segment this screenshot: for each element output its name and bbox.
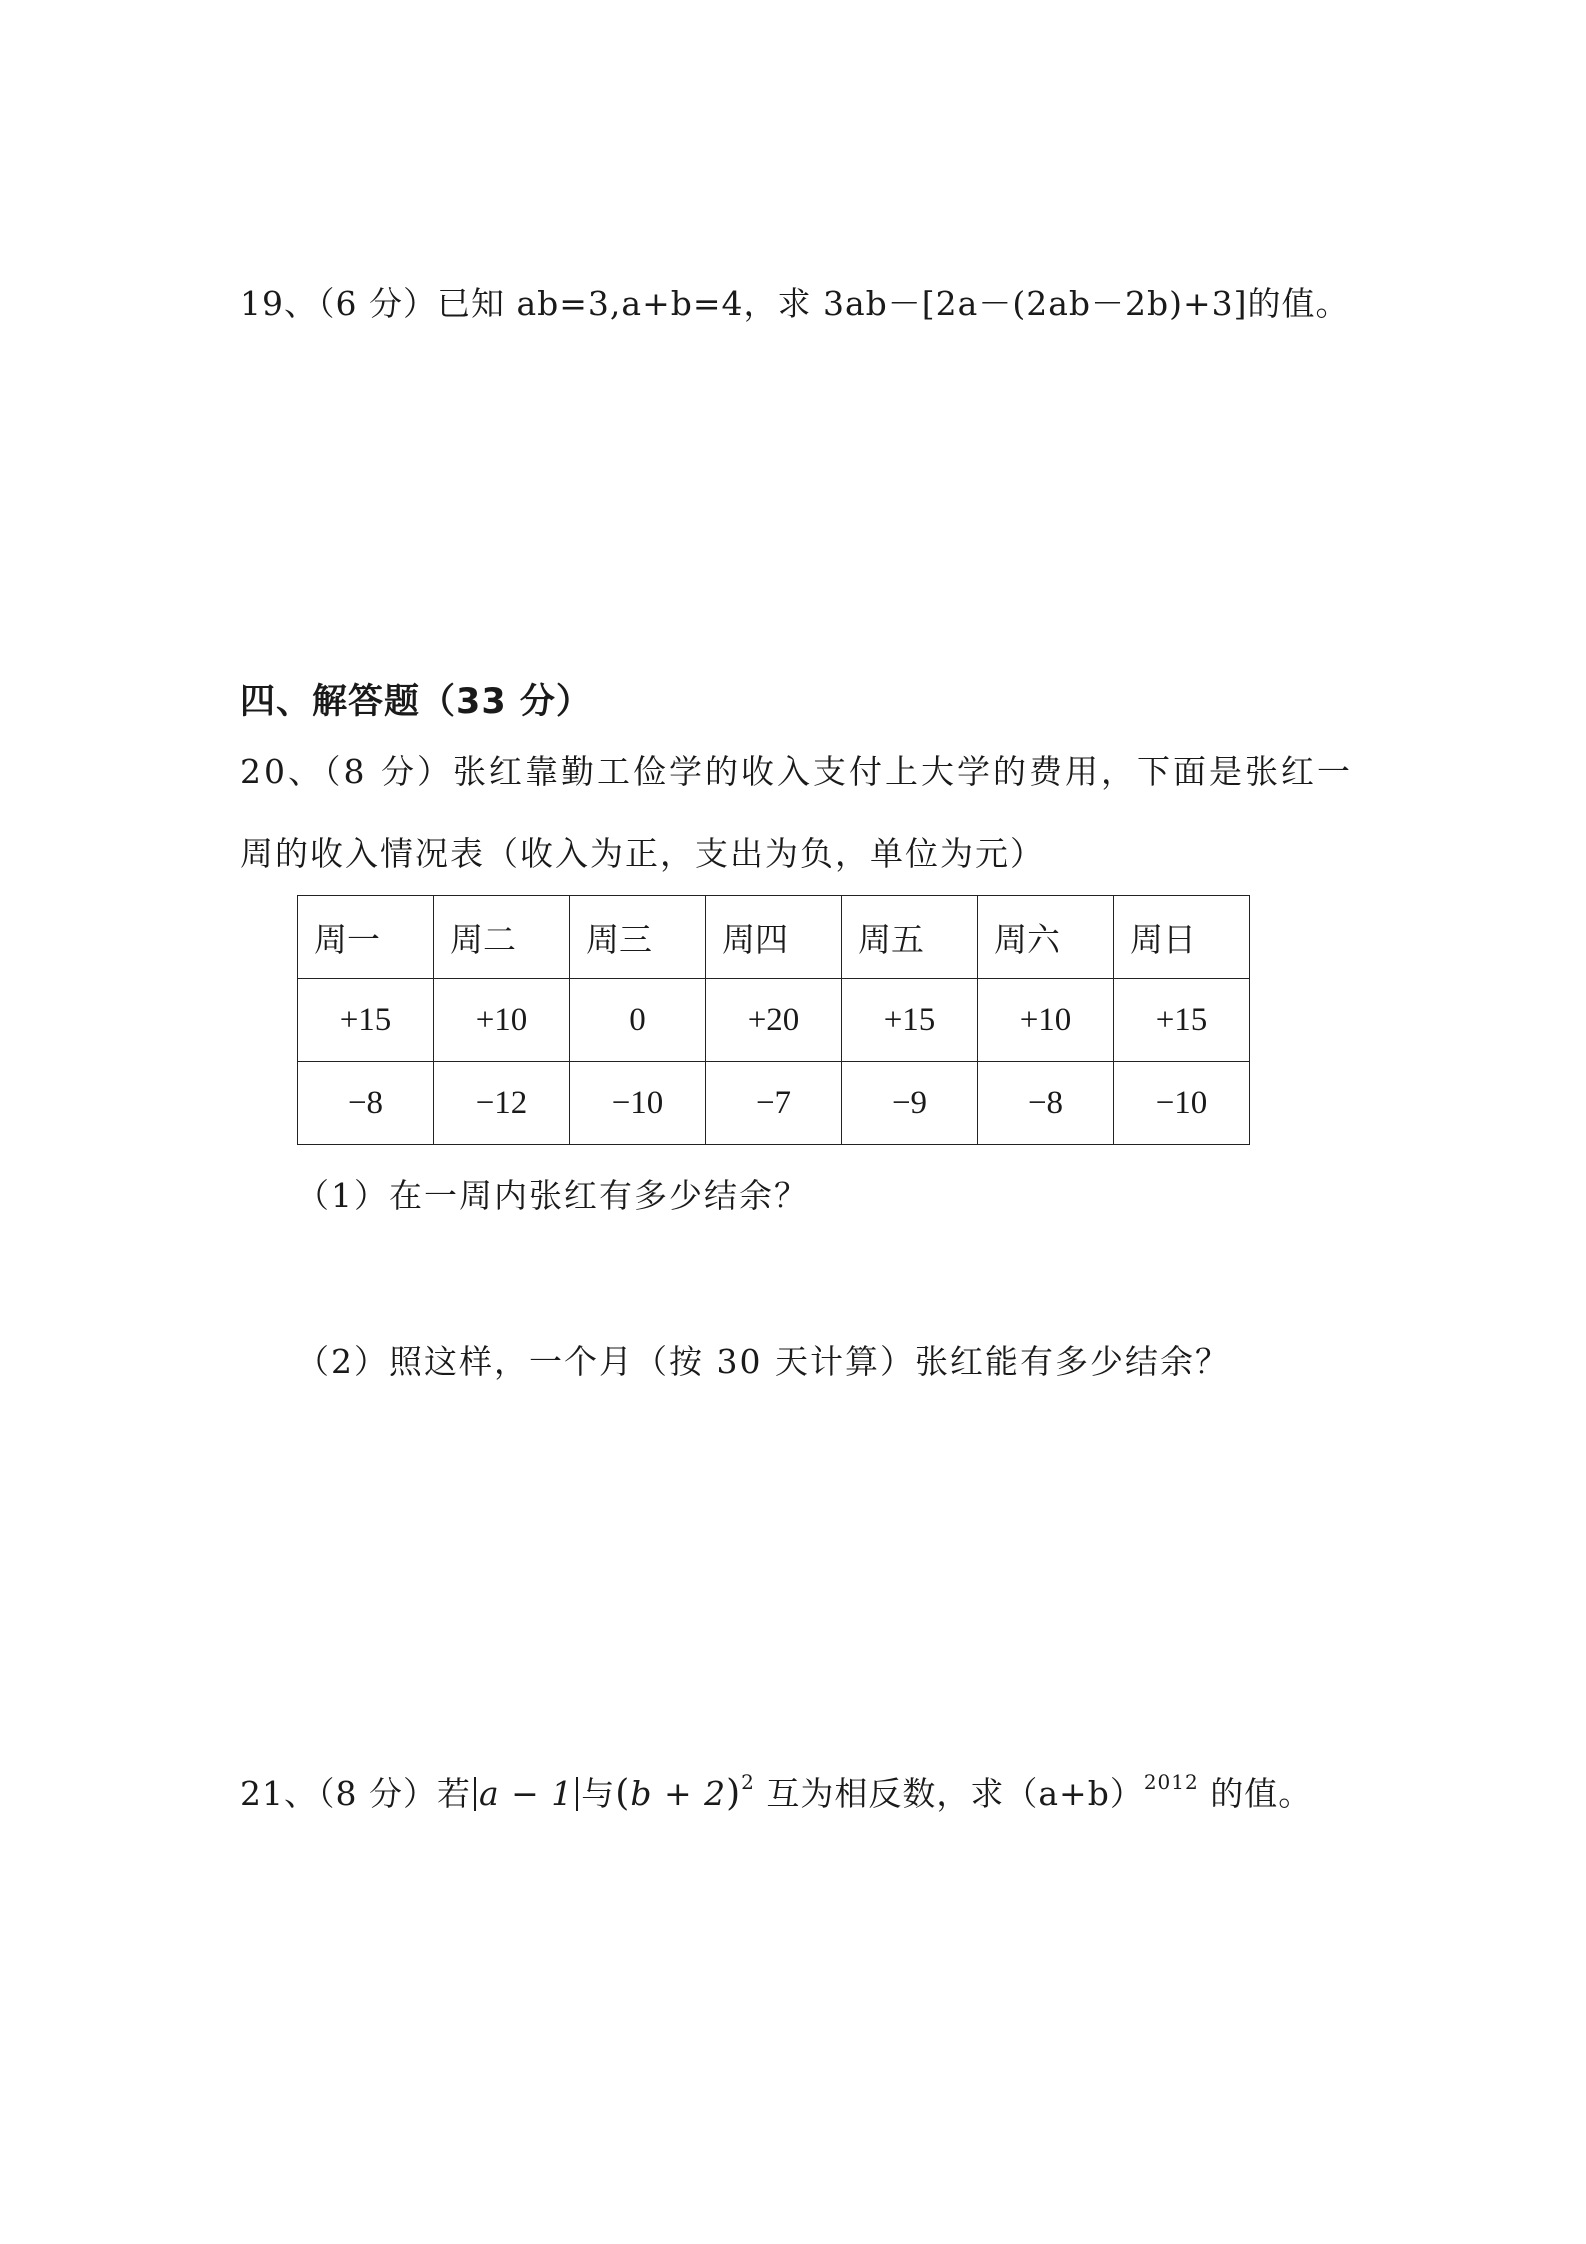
question-20-part-2: （2）照这样，一个月（按 30 天计算）张红能有多少结余？ — [296, 1342, 1230, 1381]
table-header-row — [298, 896, 1250, 979]
abs-bar-right — [576, 1777, 578, 1811]
income-cell-mon: +15 — [298, 979, 434, 1062]
expense-cell-thu: −7 — [706, 1062, 842, 1145]
expense-cell-wed: −10 — [570, 1062, 706, 1145]
question-20-part-1: （1）在一周内张红有多少结余？ — [296, 1176, 809, 1215]
question-19: 19、（6 分）已知 ab=3,a+b=4，求 3ab－[2a－(2ab－2b)+3]的值。 — [240, 284, 1350, 323]
income-cell-thu: +20 — [706, 979, 842, 1062]
question-20-line-2: 周的收入情况表（收入为正，支出为负，单位为元） — [240, 834, 1045, 873]
q21-abs-expression: a − 1 — [478, 1774, 574, 1813]
expense-cell-mon: −8 — [298, 1062, 434, 1145]
question-21 — [240, 1772, 1312, 1816]
q21-suffix: 的值。 — [1210, 1774, 1313, 1813]
paren-close: ) — [726, 1773, 742, 1814]
header-cell-wed: 周三 — [570, 896, 706, 979]
header-cell-sun: 周日 — [1114, 896, 1250, 979]
header-cell-fri: 周五 — [842, 896, 978, 979]
q21-square-expression: b + 2 — [630, 1774, 727, 1813]
weekly-income-table — [297, 895, 1250, 1145]
expense-cell-sat: −8 — [978, 1062, 1114, 1145]
abs-bar-left — [474, 1777, 476, 1811]
q21-square-exponent: 2 — [741, 1770, 755, 1794]
expense-cell-tue: −12 — [434, 1062, 570, 1145]
q21-middle: 与 — [581, 1774, 616, 1813]
q21-after: 互为相反数，求（a+b） — [766, 1774, 1144, 1813]
header-cell-sat: 周六 — [978, 896, 1114, 979]
table-row-income — [298, 979, 1250, 1062]
header-cell-tue: 周二 — [434, 896, 570, 979]
q21-prefix: 21、（8 分）若 — [240, 1774, 471, 1813]
header-cell-mon: 周一 — [298, 896, 434, 979]
income-cell-wed: 0 — [570, 979, 706, 1062]
table-row-expense — [298, 1062, 1250, 1145]
income-cell-fri: +15 — [842, 979, 978, 1062]
q21-power-exponent: 2012 — [1143, 1770, 1199, 1794]
section-title-answer-questions: 四、解答题（33 分） — [240, 682, 592, 722]
expense-cell-sun: −10 — [1114, 1062, 1250, 1145]
income-cell-sat: +10 — [978, 979, 1114, 1062]
question-20-line-1: 20、（8 分）张红靠勤工俭学的收入支付上大学的费用，下面是张红一 — [240, 752, 1353, 791]
expense-cell-fri: −9 — [842, 1062, 978, 1145]
income-cell-tue: +10 — [434, 979, 570, 1062]
income-cell-sun: +15 — [1114, 979, 1250, 1062]
header-cell-thu: 周四 — [706, 896, 842, 979]
paren-open: ( — [615, 1773, 631, 1814]
